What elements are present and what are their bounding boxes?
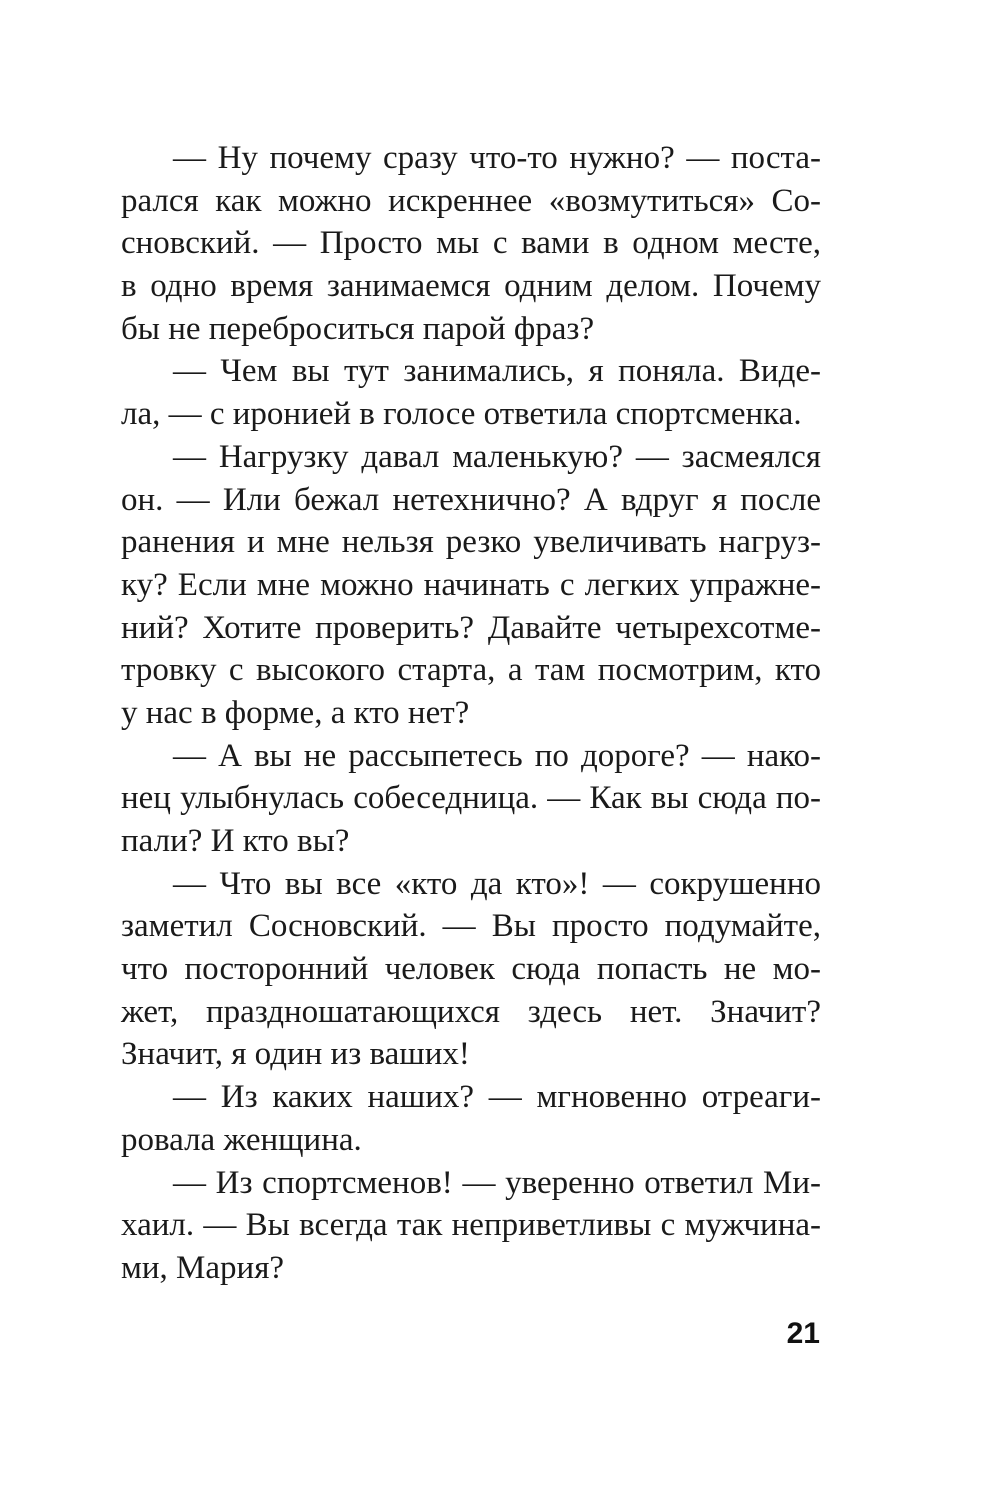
text-line: хаил. — Вы всегда так неприветливы с мужчина-	[121, 1207, 821, 1244]
text-line: что посторонний человек сюда попасть не мо-	[121, 951, 821, 988]
text-line: жет, праздношатающихся здесь нет. Значит?	[121, 993, 821, 1030]
text-line: — Что вы все «кто да кто»! — сокрушенно	[173, 865, 821, 902]
text-line: — А вы не рассыпетесь по дороге? — нако-	[173, 737, 821, 774]
text-line: ровала женщина.	[121, 1121, 362, 1158]
text-line: в одно время занимаемся одним делом. Почему	[121, 268, 821, 305]
text-line: — Нагрузку давал маленькую? — засмеялся	[173, 438, 821, 475]
text-line: ний? Хотите проверить? Давайте четырехсотме-	[121, 609, 821, 646]
text-line: ми, Мария?	[121, 1249, 285, 1286]
text-line: ранения и мне нельзя резко увеличивать нагруз-	[121, 524, 821, 561]
text-line: рался как можно искреннее «возмутиться» Со-	[121, 182, 821, 219]
text-line: тровку с высокого старта, а там посмотрим, кто	[121, 652, 821, 689]
text-line: нец улыбнулась собеседница. — Как вы сюда по-	[121, 780, 821, 817]
text-line: пали? И кто вы?	[121, 823, 350, 859]
text-line: у нас в форме, а кто нет?	[121, 694, 470, 731]
page-number: 21	[786, 1317, 820, 1350]
text-line: сновский. — Просто мы с вами в одном месте,	[121, 225, 821, 262]
text-line: бы не переброситься парой фраз?	[121, 310, 595, 347]
text-line: — Из каких наших? — мгновенно отреаги-	[173, 1079, 821, 1116]
text-line: заметил Сосновский. — Вы просто подумайте,	[121, 908, 821, 945]
text-line: — Ну почему сразу что-то нужно? — поста-	[173, 140, 821, 176]
text-line: — Чем вы тут занимались, я поняла. Виде-	[173, 353, 821, 390]
body-text	[121, 137, 821, 1290]
text-line: — Из спортсменов! — уверенно ответил Ми-	[173, 1164, 821, 1201]
text-line: ку? Если мне можно начинать с легких упражне-	[121, 566, 821, 603]
text-line: ла, — с иронией в голосе ответила спортсменка.	[121, 396, 802, 433]
text-line: он. — Или бежал нетехнично? А вдруг я после	[121, 481, 821, 518]
text-line: Значит, я один из ваших!	[121, 1036, 470, 1073]
